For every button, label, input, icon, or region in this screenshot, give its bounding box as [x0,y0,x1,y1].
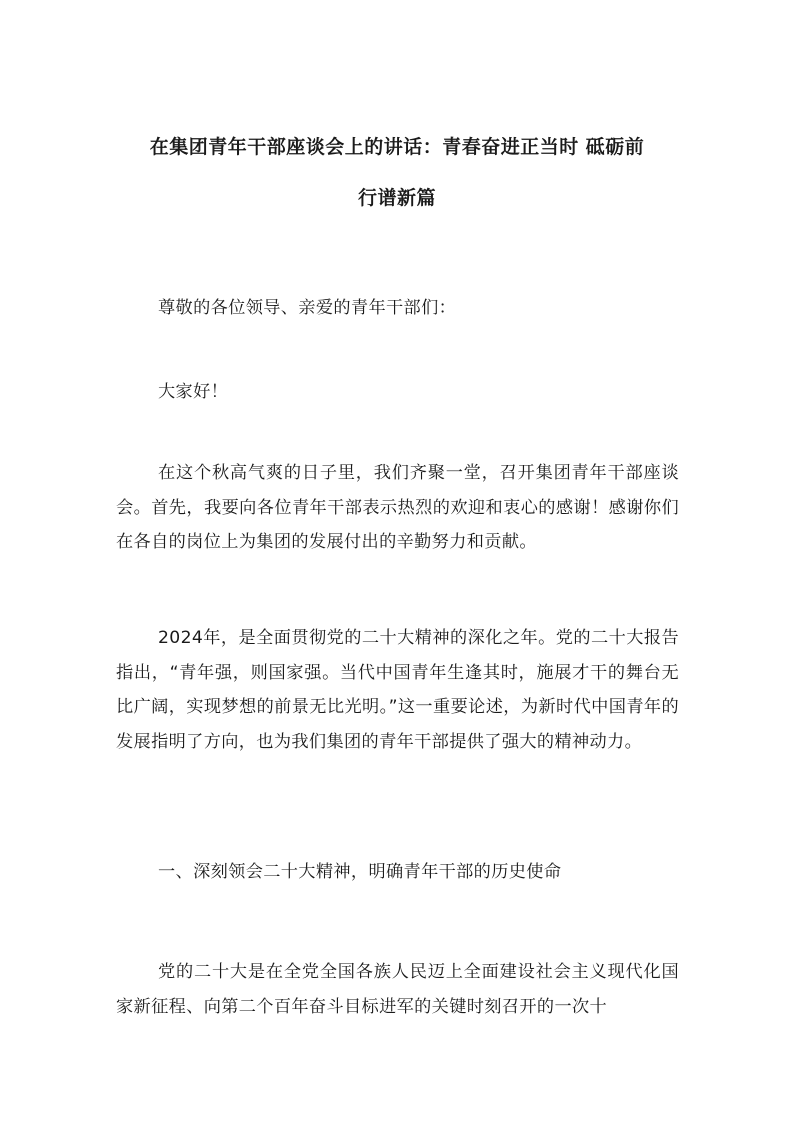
greeting-paragraph: 大家好！ [158,382,229,402]
document-title-line-1: 在集团青年干部座谈会上的讲话：青春奋进正当时 砥砺前 [149,136,645,158]
context-paragraph: 2024年，是全面贯彻党的二十大精神的深化之年。党的二十大报告指出，“青年强，则国家强。当代中国青年生逢其时，施展才干的舞台无比广阔，实现梦想的前景无比光明。”这一重要论述，为新时代中国青年的发展指明了方向，也为我们集团的青年干部提供了强大的精神动力。 [116,628,679,752]
section-heading-1: 一、深刻领会二十大精神，明确青年干部的历史使命 [158,862,562,882]
body-paragraph: 党的二十大是在全党全国各族人民迈上全面建设社会主义现代化国家新征程、向第二个百年奋斗目标进军的关键时刻召开的一次十 [116,962,679,1017]
opening-paragraph: 在这个秋高气爽的日子里，我们齐聚一堂，召开集团青年干部座谈会。首先，我要向各位青年干部表示热烈的欢迎和衷心的感谢！感谢你们在各自的岗位上为集团的发展付出的辛勤努力和贡献。 [116,463,679,552]
salutation-paragraph: 尊敬的各位领导、亲爱的青年干部们： [158,298,457,318]
document-title-line-2: 行谱新篇 [357,187,436,209]
